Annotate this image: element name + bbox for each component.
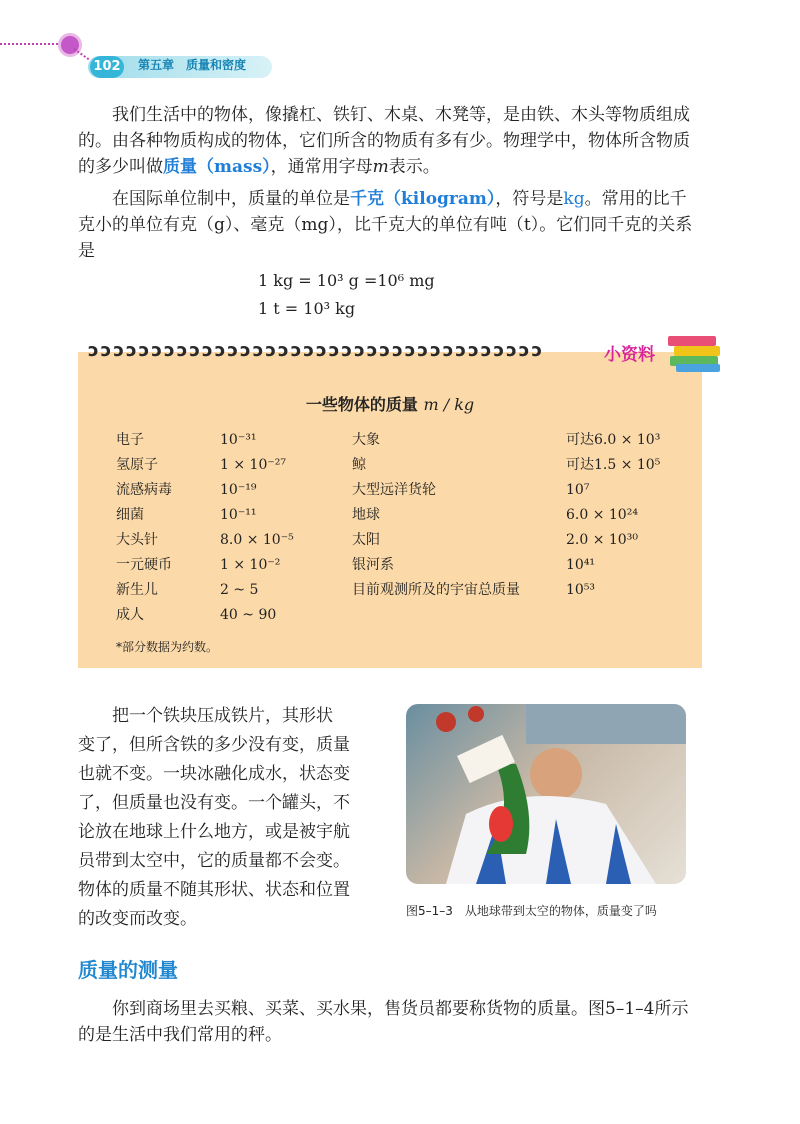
text-line: 。常用的比 (584, 189, 670, 209)
term-kg: kg (563, 189, 585, 209)
table-item-name: 银河系 (352, 557, 394, 573)
table-title (78, 392, 702, 415)
text-line: 表示。 (388, 157, 440, 177)
text-line: 你到商场里去买粮、买菜、买水果，售货员都要称货物的质量。图5–1–4 (112, 999, 655, 1019)
info-tag: 小资料 (604, 345, 655, 365)
text-line: 所示的是生活中我们常用的秤。 (78, 999, 689, 1045)
text-line: 也就不变。一块冰融化成水，状态变 (78, 764, 350, 784)
header-dotted-line (0, 43, 66, 45)
text-line: 物体所含物质的多少叫做 (78, 131, 690, 177)
table-item-name: 目前观测所及的宇宙总质量 (352, 582, 520, 598)
table-title-text: 一些物体的质量 (305, 395, 418, 414)
figure-caption: 图5–1–3 从地球带到太空的物体，质量变了吗 (406, 904, 657, 918)
table-note: *部分数据为约数。 (116, 640, 219, 654)
table-item-name: 电子 (116, 432, 144, 448)
table-item-name: 大型远洋货轮 (352, 482, 436, 498)
table-item-value: 10⁻¹¹ (220, 507, 257, 523)
text-line: ，符号是 (495, 189, 564, 209)
section-body (78, 996, 702, 1048)
table-item-name: 一元硬币 (116, 557, 172, 573)
page-number: 102 (90, 56, 124, 78)
text-line: ，通常用字母 (270, 157, 373, 177)
text-line: 了，但质量也没有变。一个罐头，不 (78, 793, 350, 813)
table-item-value: 可达1.5 × 10⁵ (566, 457, 661, 473)
table-item-value: 2 ~ 5 (220, 582, 259, 598)
table-item-value: 10⁻¹⁹ (220, 482, 257, 498)
text-line: 我们生活中的物体，像撬杠、铁钉、木桌、木凳等，是由铁、木头等物 (112, 105, 639, 125)
intro-paragraph-1 (78, 102, 702, 180)
table-item-value: 10⁻³¹ (220, 432, 257, 448)
table-item-name: 大象 (352, 432, 380, 448)
table-item-value: 8.0 × 10⁻⁵ (220, 532, 294, 548)
section-title: 质量的测量 (78, 958, 178, 982)
lower-paragraph (78, 702, 388, 934)
table-item-value: 10⁵³ (566, 582, 596, 598)
table-item-value: 10⁷ (566, 482, 590, 498)
table-item-name: 成人 (116, 607, 144, 623)
term-kilogram: 千克（kilogram） (350, 189, 496, 209)
books-icon (666, 330, 724, 374)
text-line: 变了，但所含铁的多少没有变，质量 (78, 735, 350, 755)
table-item-name: 新生儿 (116, 582, 158, 598)
table-item-name: 鲸 (352, 457, 366, 473)
equation-kg: 1 kg = 10³ g =10⁶ mg (258, 271, 435, 290)
text-line: 论放在地球上什么地方，或是被宇航 (78, 822, 350, 842)
text-line: 质组成的。由各种物质构成的物体，它们所含的物质有多有少。物理学中， (78, 105, 690, 151)
spiral-binding: ↄↄↄↄↄↄↄↄↄↄↄↄↄↄↄↄↄↄↄↄↄↄↄↄↄↄↄↄↄↄↄↄↄↄↄↄ (88, 340, 545, 361)
term-mass: 质量（mass） (163, 157, 271, 177)
symbol-m: m (372, 157, 389, 177)
table-item-value: 6.0 × 10²⁴ (566, 507, 638, 523)
table-item-name: 地球 (352, 507, 380, 523)
text-line: 把一个铁块压成铁片，其形状 (112, 706, 333, 726)
table-item-value: 可达6.0 × 10³ (566, 432, 661, 448)
astronaut-illustration (406, 704, 686, 884)
text-line: 在国际单位制中，质量的单位是 (112, 189, 350, 209)
chapter-title: 第五章 质量和密度 (138, 58, 247, 72)
table-title-unit: m / kg (423, 395, 475, 414)
text-line: 物体的质量不随其形状、状态和位置 (78, 880, 350, 900)
text-line: 千克小的单位有克（g）、毫克（mg），比千克大的单位有吨（t）。它们同千 (78, 189, 687, 235)
text-line: 克的关系是 (78, 215, 693, 261)
table-item-value: 1 × 10⁻² (220, 557, 281, 573)
table-item-value: 40 ~ 90 (220, 607, 277, 623)
equation-t: 1 t = 10³ kg (258, 299, 356, 318)
table-item-name: 太阳 (352, 532, 380, 548)
table-item-value: 10⁴¹ (566, 557, 596, 573)
astronaut-photo (406, 704, 686, 884)
table-item-value: 1 × 10⁻²⁷ (220, 457, 286, 473)
table-item-name: 流感病毒 (116, 482, 172, 498)
table-item-name: 细菌 (116, 507, 144, 523)
intro-paragraph-2 (78, 186, 702, 264)
table-item-value: 2.0 × 10³⁰ (566, 532, 638, 548)
table-item-name: 大头针 (116, 532, 158, 548)
table-item-name: 氢原子 (116, 457, 158, 473)
text-line: 员带到太空中，它的质量都不会变。 (78, 851, 350, 871)
text-line: 的改变而改变。 (78, 909, 197, 929)
